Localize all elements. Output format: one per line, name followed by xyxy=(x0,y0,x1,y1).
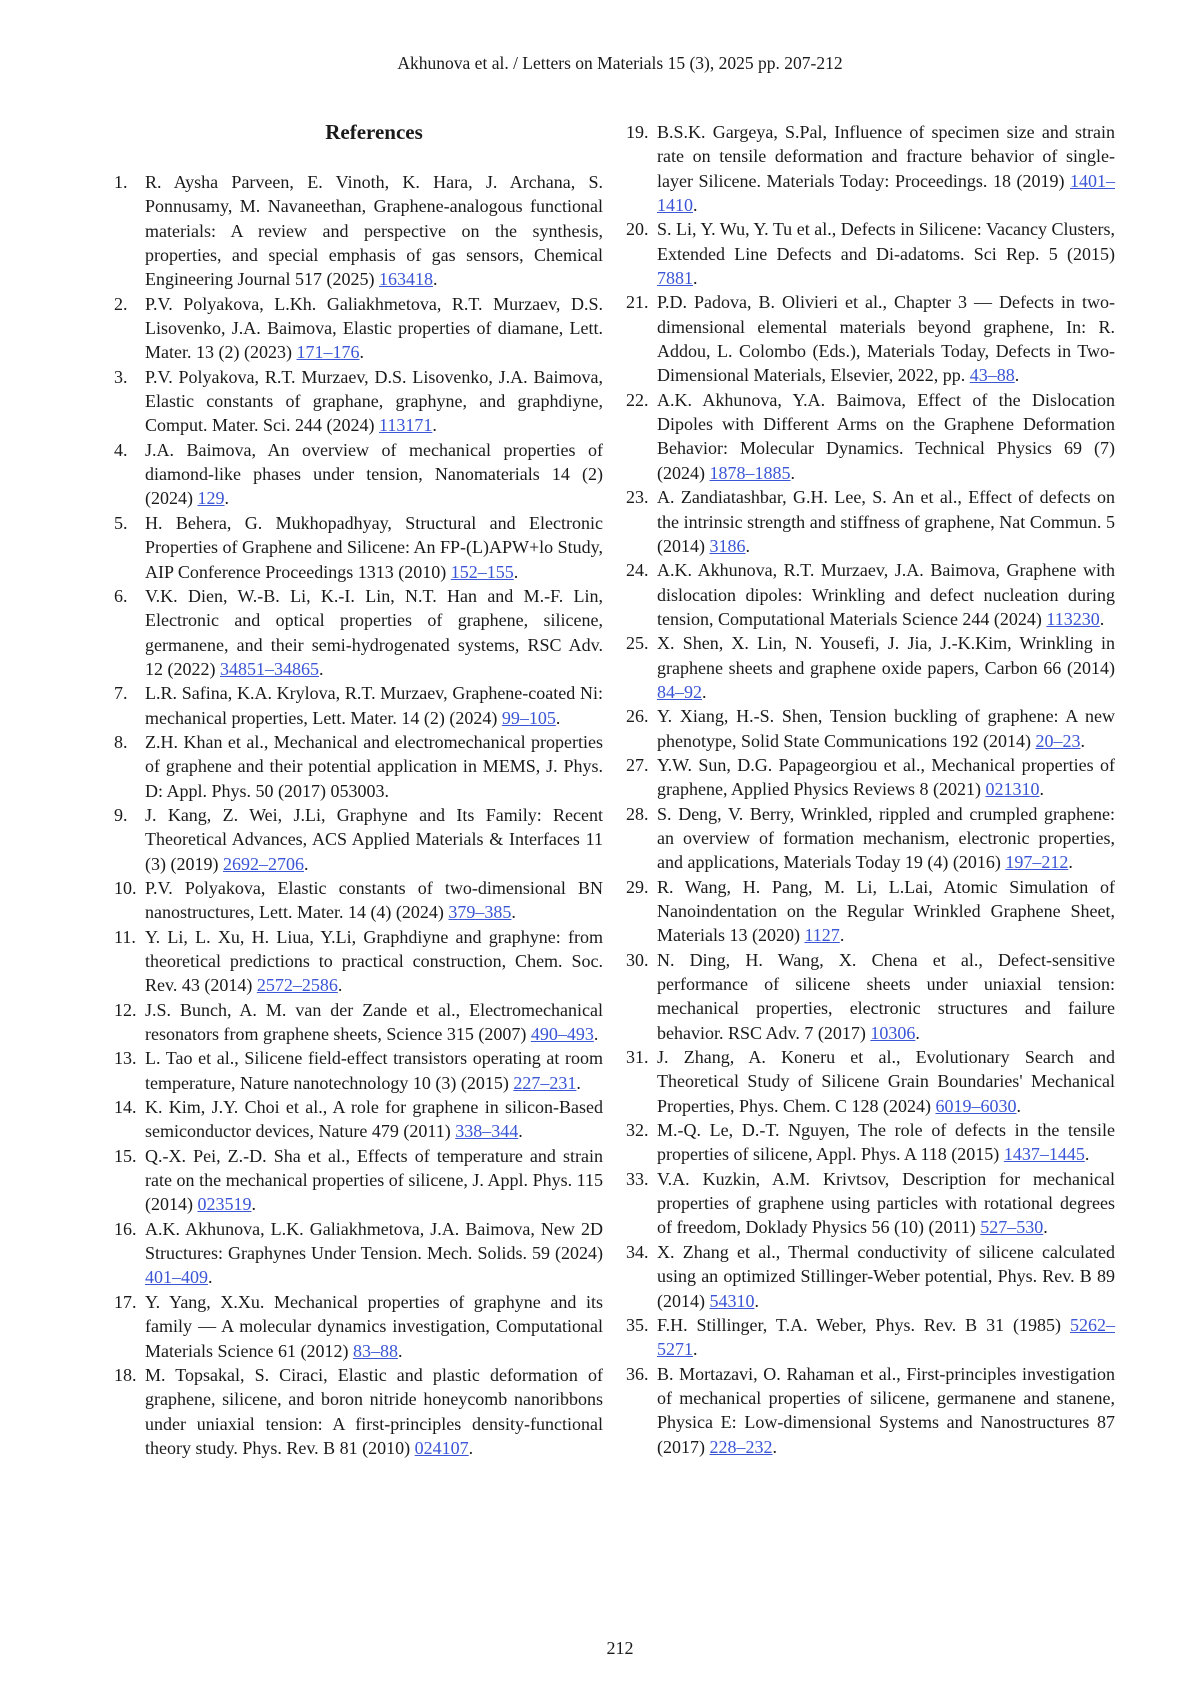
reference-text: X. Shen, X. Lin, N. Yousefi, J. Jia, J.-K.Kim, Wrinkling in graphene sheets and graphene oxide papers, Carbon 66 (2014) xyxy=(657,633,1115,677)
reference-item xyxy=(145,584,603,681)
reference-link[interactable]: 338–344 xyxy=(455,1121,518,1141)
references-heading: References xyxy=(145,120,603,144)
reference-link[interactable]: 5262–5271 xyxy=(657,1315,1115,1359)
reference-number: 32. xyxy=(626,1118,649,1142)
reference-number: 26. xyxy=(626,704,649,728)
reference-text: K. Kim, J.Y. Choi et al., A role for graphene in silicon-Based semiconductor devices, Nature 479 (2011) xyxy=(145,1097,603,1141)
reference-item xyxy=(145,925,603,998)
reference-number: 28. xyxy=(626,802,649,826)
reference-text: L.R. Safina, K.A. Krylova, R.T. Murzaev, Graphene-coated Ni: mechanical properties, Lett. Mater. 14 (2) (2024) xyxy=(145,683,603,727)
reference-number: 29. xyxy=(626,875,649,899)
reference-period: . xyxy=(338,975,343,995)
reference-period: . xyxy=(1080,731,1085,751)
reference-number: 23. xyxy=(626,485,649,509)
reference-number: 19. xyxy=(626,120,649,144)
reference-number: 3. xyxy=(114,365,128,389)
reference-period: . xyxy=(702,682,707,702)
reference-period: . xyxy=(594,1024,599,1044)
references-column-right xyxy=(657,120,1115,1459)
reference-item xyxy=(657,290,1115,387)
reference-number: 15. xyxy=(114,1144,137,1168)
reference-number: 7. xyxy=(114,681,128,705)
reference-text: P.V. Polyakova, R.T. Murzaev, D.S. Lisovenko, J.A. Baimova, Elastic constants of graphane, graphyne, and graphdiyne, Comput. Mater. Sci. 244 (2024) xyxy=(145,367,603,436)
reference-period: . xyxy=(1100,609,1105,629)
reference-text: J.A. Baimova, An overview of mechanical properties of diamond-like phases under tension, Nanomaterials 14 (2) (2024) xyxy=(145,440,603,509)
reference-period: . xyxy=(1039,779,1044,799)
reference-period: . xyxy=(840,925,845,945)
reference-period: . xyxy=(693,1339,698,1359)
reference-number: 17. xyxy=(114,1290,137,1314)
reference-text: A.K. Akhunova, Y.A. Baimova, Effect of the Dislocation Dipoles with Different Arms on the Graphene Deformation Behavior: Molecular Dynamics. Technical Physics 69 (7) (2024) xyxy=(657,390,1115,483)
reference-link[interactable]: 1437–1445 xyxy=(1004,1144,1085,1164)
reference-link[interactable]: 20–23 xyxy=(1035,731,1080,751)
reference-text: Z.H. Khan et al., Mechanical and electromechanical properties of graphene and their potential application in MEMS, J. Phys. D: Appl. Phys. 50 (2017) 053003 xyxy=(145,732,603,801)
reference-item xyxy=(657,388,1115,485)
reference-item xyxy=(145,365,603,438)
reference-number: 11. xyxy=(114,925,136,949)
reference-item xyxy=(145,1290,603,1363)
reference-text: H. Behera, G. Mukhopadhyay, Structural and Electronic Properties of Graphene and Silicene: An FP-(L)APW+lo Study, AIP Conference Proceedings 1313 (2010) xyxy=(145,513,603,582)
reference-period: . xyxy=(385,781,390,801)
reference-item xyxy=(145,1363,603,1460)
reference-number: 12. xyxy=(114,998,137,1022)
page-number: 212 xyxy=(0,1638,1200,1659)
reference-link[interactable]: 43–88 xyxy=(970,365,1015,385)
reference-text: Y. Li, L. Xu, H. Liua, Y.Li, Graphdiyne and graphyne: from theoretical predictions to practical construction, Chem. Soc. Rev. 43 (2014) xyxy=(145,927,603,996)
reference-item xyxy=(145,730,603,803)
reference-item xyxy=(145,1144,603,1217)
reference-link[interactable]: 023519 xyxy=(198,1194,252,1214)
reference-period: . xyxy=(773,1437,778,1457)
reference-period: . xyxy=(359,342,364,362)
reference-text: N. Ding, H. Wang, X. Chena et al., Defect-sensitive performance of silicene sheets under uniaxial tension: mechanical properties, electronic structures and failure behavior. RSC Adv. 7 (2017) xyxy=(657,950,1115,1043)
reference-number: 31. xyxy=(626,1045,649,1069)
reference-period: . xyxy=(1085,1144,1090,1164)
reference-period: . xyxy=(432,415,437,435)
reference-item xyxy=(657,558,1115,631)
reference-text: P.D. Padova, B. Olivieri et al., Chapter 3 — Defects in two-dimensional elemental materials beyond graphene, In: R. Addou, L. Colombo (Eds.), Materials Today, Defects in Two-Dimensional Materials, Elsevier, 2022, pp. xyxy=(657,292,1115,385)
reference-period: . xyxy=(791,463,796,483)
reference-period: . xyxy=(576,1073,581,1093)
reference-link[interactable]: 113230 xyxy=(1046,609,1099,629)
reference-link[interactable]: 6019–6030 xyxy=(936,1096,1017,1116)
running-head: Akhunova et al. / Letters on Materials 15 (3), 2025 pp. 207-212 xyxy=(0,53,1200,74)
reference-item xyxy=(145,511,603,584)
reference-number: 13. xyxy=(114,1046,137,1070)
reference-number: 22. xyxy=(626,388,649,412)
reference-item xyxy=(145,292,603,365)
reference-link[interactable]: 490–493 xyxy=(531,1024,594,1044)
reference-number: 36. xyxy=(626,1362,649,1386)
reference-item xyxy=(657,1118,1115,1167)
reference-item xyxy=(657,1362,1115,1459)
reference-number: 10. xyxy=(114,876,137,900)
reference-item xyxy=(657,1167,1115,1240)
reference-link[interactable]: 021310 xyxy=(985,779,1039,799)
reference-number: 20. xyxy=(626,217,649,241)
reference-text: R. Aysha Parveen, E. Vinoth, K. Hara, J. Archana, S. Ponnusamy, M. Navaneethan, Graphene-analogous functional materials: A review and perspective on the synthesis, properties, and special emphasis of gas sensors, Chemical Engineering Journal 517 (2025) xyxy=(145,172,603,289)
reference-text: B.S.K. Gargeya, S.Pal, Influence of specimen size and strain rate on tensile deformation and fracture behavior of single-layer Silicene. Materials Today: Proceedings. 18 (2019) xyxy=(657,122,1115,191)
reference-item xyxy=(657,1313,1115,1362)
reference-item xyxy=(657,753,1115,802)
reference-period: . xyxy=(398,1341,403,1361)
reference-text: X. Zhang et al., Thermal conductivity of silicene calculated using an optimized Stillinger-Weber potential, Phys. Rev. B 89 (2014) xyxy=(657,1242,1115,1311)
reference-item xyxy=(145,803,603,876)
reference-number: 30. xyxy=(626,948,649,972)
reference-period: . xyxy=(1015,365,1020,385)
reference-period: . xyxy=(693,268,698,288)
reference-link[interactable]: 54310 xyxy=(710,1291,755,1311)
reference-link[interactable]: 197–212 xyxy=(1005,852,1068,872)
reference-period: . xyxy=(1043,1217,1048,1237)
reference-text: A.K. Akhunova, L.K. Galiakhmetova, J.A. Baimova, New 2D Structures: Graphynes Under Tension. Mech. Solids. 59 (2024) xyxy=(145,1219,603,1263)
reference-text: R. Wang, H. Pang, M. Li, L.Lai, Atomic Simulation of Nanoindentation on the Regular Wrinkled Graphene Sheet, Materials 13 (2020) xyxy=(657,877,1115,946)
reference-text: Y. Yang, X.Xu. Mechanical properties of graphyne and its family — A molecular dynamics investigation, Computational Materials Science 61 (2012) xyxy=(145,1292,603,1361)
reference-link[interactable]: 1401–1410 xyxy=(657,171,1115,215)
reference-link[interactable]: 527–530 xyxy=(980,1217,1043,1237)
reference-item xyxy=(145,1217,603,1290)
reference-number: 16. xyxy=(114,1217,137,1241)
reference-link[interactable]: 10306 xyxy=(870,1023,915,1043)
reference-item xyxy=(145,438,603,511)
reference-number: 6. xyxy=(114,584,128,608)
reference-number: 25. xyxy=(626,631,649,655)
reference-link[interactable]: 379–385 xyxy=(448,902,511,922)
reference-link[interactable]: 1127 xyxy=(804,925,839,945)
reference-number: 2. xyxy=(114,292,128,316)
reference-link[interactable]: 171–176 xyxy=(296,342,359,362)
reference-number: 4. xyxy=(114,438,128,462)
reference-number: 5. xyxy=(114,511,128,535)
reference-text: P.V. Polyakova, Elastic constants of two-dimensional BN nanostructures, Lett. Mater. 14 (4) (2024) xyxy=(145,878,603,922)
reference-link[interactable]: 3186 xyxy=(710,536,746,556)
reference-text: M.-Q. Le, D.-T. Nguyen, The role of defects in the tensile properties of silicene, Appl. Phys. A 118 (2015) xyxy=(657,1120,1115,1164)
reference-link[interactable]: 7881 xyxy=(657,268,693,288)
reference-link[interactable]: 227–231 xyxy=(513,1073,576,1093)
reference-item xyxy=(145,876,603,925)
reference-period: . xyxy=(208,1267,213,1287)
reference-text: B. Mortazavi, O. Rahaman et al., First-principles investigation of mechanical properties of silicene, germanene and stanene, Physica E: Low-dimensional Systems and Nanostructures 87 (2017) xyxy=(657,1364,1115,1457)
reference-text: L. Tao et al., Silicene field-effect transistors operating at room temperature, Nature nanotechnology 10 (3) (2015) xyxy=(145,1048,603,1092)
reference-link[interactable]: 113171 xyxy=(379,415,432,435)
reference-number: 1. xyxy=(114,170,128,194)
reference-period: . xyxy=(1017,1096,1022,1116)
reference-period: . xyxy=(518,1121,523,1141)
reference-number: 24. xyxy=(626,558,649,582)
reference-link[interactable]: 228–232 xyxy=(710,1437,773,1457)
reference-item xyxy=(657,948,1115,1045)
reference-period: . xyxy=(225,488,230,508)
reference-link[interactable]: 84–92 xyxy=(657,682,702,702)
reference-item xyxy=(657,1045,1115,1118)
reference-text: F.H. Stillinger, T.A. Weber, Phys. Rev. B 31 (1985) xyxy=(657,1315,1070,1335)
reference-item xyxy=(145,1046,603,1095)
reference-number: 18. xyxy=(114,1363,137,1387)
reference-item xyxy=(657,120,1115,217)
reference-period: . xyxy=(693,195,698,215)
references-column-left xyxy=(145,120,603,1460)
reference-link[interactable]: 152–155 xyxy=(451,562,514,582)
reference-text: V.K. Dien, W.-B. Li, K.-I. Lin, N.T. Han and M.-F. Lin, Electronic and optical properties of graphene, silicene, germanene, and their semi-hydrogenated systems, RSC Adv. 12 (2022) xyxy=(145,586,603,679)
reference-number: 14. xyxy=(114,1095,137,1119)
reference-link[interactable]: 401–409 xyxy=(145,1267,208,1287)
reference-item xyxy=(145,998,603,1047)
reference-text: J. Zhang, A. Koneru et al., Evolutionary Search and Theoretical Study of Silicene Grain Boundaries' Mechanical Properties, Phys. Chem. C 128 (2024) xyxy=(657,1047,1115,1116)
reference-text: V.A. Kuzkin, A.M. Krivtsov, Description for mechanical properties of graphene using particles with rotational degrees of freedom, Doklady Physics 56 (10) (2011) xyxy=(657,1169,1115,1238)
reference-period: . xyxy=(556,708,561,728)
reference-period: . xyxy=(433,269,438,289)
reference-number: 33. xyxy=(626,1167,649,1191)
reference-text: Y. Xiang, H.-S. Shen, Tension buckling of graphene: A new phenotype, Solid State Communications 192 (2014) xyxy=(657,706,1115,750)
reference-period: . xyxy=(511,902,516,922)
reference-number: 34. xyxy=(626,1240,649,1264)
reference-list-left xyxy=(145,170,603,1460)
reference-number: 8. xyxy=(114,730,128,754)
reference-item xyxy=(145,170,603,292)
reference-link[interactable]: 2692–2706 xyxy=(223,854,304,874)
reference-link[interactable]: 024107 xyxy=(415,1438,469,1458)
reference-period: . xyxy=(252,1194,257,1214)
reference-text: P.V. Polyakova, L.Kh. Galiakhmetova, R.T. Murzaev, D.S. Lisovenko, J.A. Baimova, Elastic properties of diamane, Lett. Mater. 13 (2) (2023) xyxy=(145,294,603,363)
reference-period: . xyxy=(304,854,309,874)
reference-item xyxy=(657,875,1115,948)
reference-item xyxy=(657,631,1115,704)
reference-item xyxy=(657,485,1115,558)
reference-text: S. Li, Y. Wu, Y. Tu et al., Defects in Silicene: Vacancy Clusters, Extended Line Defects and Di-adatoms. Sci Rep. 5 (2015) xyxy=(657,219,1115,263)
reference-text: S. Deng, V. Berry, Wrinkled, rippled and crumpled graphene: an overview of formation mechanism, electronic properties, and applications, Materials Today 19 (4) (2016) xyxy=(657,804,1115,873)
reference-link[interactable]: 163418 xyxy=(379,269,433,289)
reference-link[interactable]: 1878–1885 xyxy=(710,463,791,483)
reference-period: . xyxy=(915,1023,920,1043)
reference-item xyxy=(657,802,1115,875)
reference-period: . xyxy=(514,562,519,582)
reference-item xyxy=(657,704,1115,753)
reference-number: 35. xyxy=(626,1313,649,1337)
reference-item xyxy=(657,1240,1115,1313)
reference-text: Y.W. Sun, D.G. Papageorgiou et al., Mechanical properties of graphene, Applied Physics Reviews 8 (2021) xyxy=(657,755,1115,799)
reference-item xyxy=(657,217,1115,290)
reference-link[interactable]: 99–105 xyxy=(502,708,556,728)
reference-text: A.K. Akhunova, R.T. Murzaev, J.A. Baimova, Graphene with dislocation dipoles: Wrinkling and defect nucleation during tension, Computational Materials Science 244 (2024) xyxy=(657,560,1115,629)
reference-number: 27. xyxy=(626,753,649,777)
reference-period: . xyxy=(469,1438,474,1458)
reference-item xyxy=(145,1095,603,1144)
reference-link[interactable]: 2572–2586 xyxy=(257,975,338,995)
reference-link[interactable]: 129 xyxy=(198,488,225,508)
reference-number: 21. xyxy=(626,290,649,314)
reference-item xyxy=(145,681,603,730)
reference-text: J. Kang, Z. Wei, J.Li, Graphyne and Its Family: Recent Theoretical Advances, ACS Applied Materials & Interfaces 11 (3) (2019) xyxy=(145,805,603,874)
reference-number: 9. xyxy=(114,803,128,827)
reference-link[interactable]: 34851–34865 xyxy=(220,659,319,679)
reference-text: J.S. Bunch, A. M. van der Zande et al., Electromechanical resonators from graphene sheets, Science 315 (2007) xyxy=(145,1000,603,1044)
reference-text: A. Zandiatashbar, G.H. Lee, S. An et al., Effect of defects on the intrinsic strength and stiffness of graphene, Nat Commun. 5 (2014) xyxy=(657,487,1115,556)
reference-list-right xyxy=(657,120,1115,1459)
reference-text: M. Topsakal, S. Ciraci, Elastic and plastic deformation of graphene, silicene, and boron nitride honeycomb nanoribbons under uniaxial tension: A first-principles density-functional theory study. Phys. Rev. B 81 (2010) xyxy=(145,1365,603,1458)
reference-period: . xyxy=(746,536,751,556)
reference-period: . xyxy=(1068,852,1073,872)
reference-link[interactable]: 83–88 xyxy=(353,1341,398,1361)
reference-period: . xyxy=(319,659,324,679)
reference-text: Q.-X. Pei, Z.-D. Sha et al., Effects of temperature and strain rate on the mechanical properties of silicene, J. Appl. Phys. 115 (2014) xyxy=(145,1146,603,1215)
reference-period: . xyxy=(755,1291,760,1311)
